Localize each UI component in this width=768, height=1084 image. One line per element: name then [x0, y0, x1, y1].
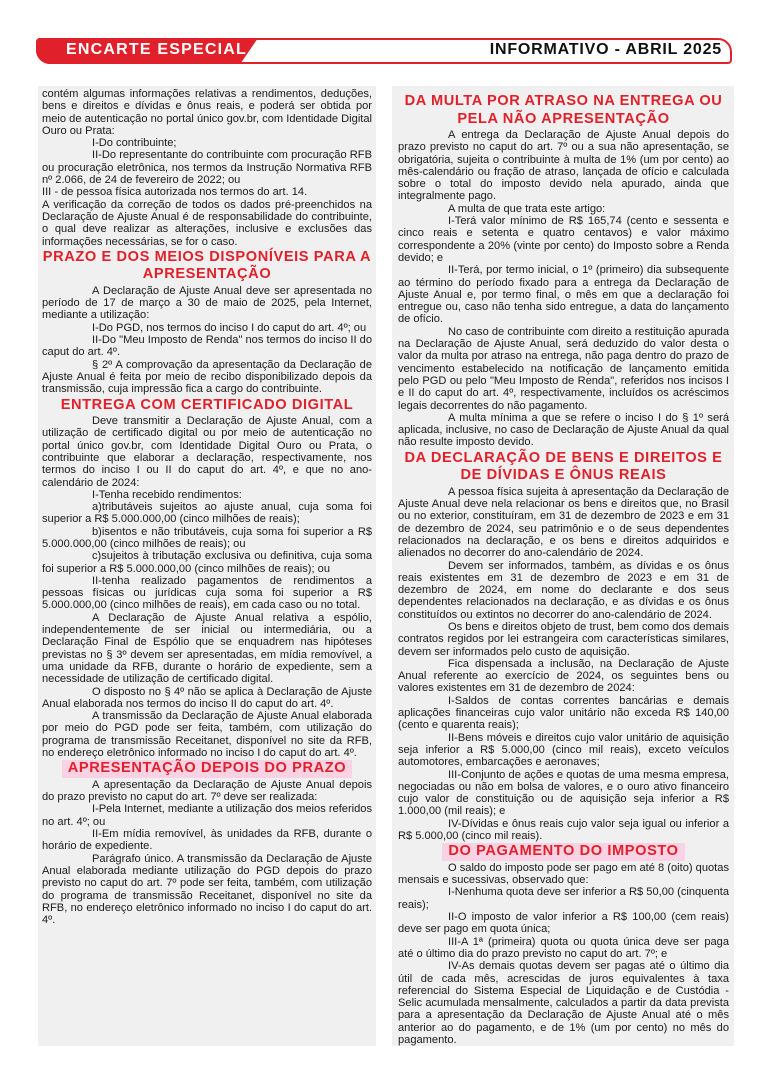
paragraph: I-Do PGD, nos termos do inciso I do caput do art. 4º; ou: [92, 321, 367, 334]
paragraph: A entrega da Declaração de Ajuste Anual depois do prazo previsto no caput do art. 7º ou a sua não apresentação, se obrigatória, sujeita o contribuinte à multa de 1% (um por cento) ao mês-calendário ou fração de atraso, lançada de ofício e calculada sobre o total do imposto devido nela apurado, ainda que integralmente pago.: [398, 129, 729, 203]
paragraph: I-Terá valor mínimo de R$ 165,74 (cento e sessenta e cinco reais e setenta e quatro centavos) e valor máximo correspondente a 20% (vinte por cento) do Imposto sobre a Renda devido; e: [398, 215, 729, 264]
paragraph: A multa de que trata este artigo:: [448, 202, 606, 215]
paragraph: Devem ser informados, também, as dívidas e os ônus reais existentes em 31 de dezembro de 2023 e em 31 de dezembro de 2024, em nome do declarante e dos seus dependentes relacionados na declaração, e as dívidas e os ônus constituídos ou extintos no decorrer do ano-calendário de 2024.: [398, 559, 729, 621]
paragraph: II-Bens móveis e direitos cujo valor unitário de aquisição seja inferior a R$ 5.000,00 (cinco mil reais), exceto veículos automotores, embarcações e aeronaves;: [398, 731, 729, 769]
paragraph: II-Terá, por termo inicial, o 1º (primeiro) dia subsequente ao término do período fixado para a entrega da Declaração de Ajuste Anual e, por termo final, o mês em que a declaração foi entregue ou, caso não tenha sido entregue, a data do lançamento de ofício.: [398, 264, 729, 326]
page-header: [36, 38, 732, 64]
paragraph: c)sujeitos à tributação exclusiva ou definitiva, cuja soma foi superior a R$ 5.000.000,00 (cinco milhões de reais); ou: [42, 550, 372, 575]
paragraph: A pessoa física sujeita à apresentação da Declaração de Ajuste Anual deve nela relacionar os bens e direitos que, no Brasil ou no exterior, constituíram, em 31 de dezembro de 2023 e em 31 de dezembro de 2024, seu patrimônio e o de seus dependentes relacionados na declaração, e os bens e direitos adquiridos e alienados no decorrer do ano-calendário de 2024.: [398, 485, 729, 560]
paragraph: A multa mínima a que se refere o inciso I do § 1º será aplicada, inclusive, no caso de Declaração de Ajuste Anual da qual não resulte imposto devido.: [398, 411, 729, 449]
section-heading-bens: DA DECLARAÇÃO DE BENS E DIREITOS E DE DÍVIDAS E ÔNUS REAIS: [404, 449, 723, 484]
paragraph: Parágrafo único. A transmissão da Declaração de Ajuste Anual elaborada mediante utilização do PGD depois do prazo previsto no caput do art. 7º pode ser feita, também, com utilização do programa de transmissão Receitanet, disponível no site da RFB, no endereço eletrônico informado no inciso I do caput do art. 4º.: [42, 852, 372, 927]
issue-title: INFORMATIVO - ABRIL 2025: [489, 41, 722, 58]
section-title: ENCARTE ESPECIAL: [66, 41, 247, 58]
paragraph: I-Saldos de contas correntes bancárias e demais aplicações financeiras cujo valor unitário não exceda R$ 140,00 (cento e quarenta reais);: [398, 694, 729, 732]
paragraph: III-Conjunto de ações e quotas de uma mesma empresa, negociadas ou não em bolsa de valores, e o ouro ativo financeiro cujo valor de constituição ou de aquisição seja inferior a R$ 1.000,00 (mil reais); e: [398, 768, 729, 818]
paragraph: II-O imposto de valor inferior a R$ 100,00 (cem reais) deve ser pago em quota única;: [398, 911, 729, 936]
paragraph: IV-Dívidas e ônus reais cujo valor seja igual ou inferior a R$ 5.000,00 (cinco mil reais).: [398, 817, 729, 843]
paragraph: A apresentação da Declaração de Ajuste Anual depois do prazo previsto no caput do art. 7º deve ser realizada:: [42, 778, 372, 804]
paragraph: III - de pessoa física autorizada nos termos do art. 14.: [42, 186, 308, 199]
paragraph: I-Nenhuma quota deve ser inferior a R$ 50,00 (cinquenta reais);: [398, 886, 729, 911]
paragraph: Deve transmitir a Declaração de Ajuste Anual, com a utilização de certificado digital ou por meio de autenticação no portal único gov.br, com Identidade Digital Ouro ou Prata, o contribuinte que elaborar a declaração, respectivamente, nos termos do inciso I ou II do caput do art. 4º, e que no ano-calendário de 2024:: [42, 415, 372, 489]
section-heading-prazo: PRAZO E DOS MEIOS DISPONÍVEIS PARA A APRESENTAÇÃO: [42, 248, 372, 283]
left-column: [38, 86, 376, 1046]
paragraph: A verificação da correção de todos os dados pré-preenchidos na Declaração de Ajuste Anual é de responsabilidade do contribuinte, o qual deve realizar as alterações, inclusive e exclusões das informações necessárias, se for o caso.: [42, 198, 372, 248]
paragraph: Fica dispensada a inclusão, na Declaração de Ajuste Anual referente ao exercício de 2024, os seguintes bens ou valores existentes em 31 de dezembro de 2024:: [398, 657, 729, 695]
paragraph: II-Em mídia removível, às unidades da RFB, durante o horário de expediente.: [42, 828, 372, 853]
paragraph: I-Do contribuinte;: [92, 137, 177, 150]
paragraph: II-Do representante do contribuinte com procuração RFB ou procuração eletrônica, nos termos da Instrução Normativa RFB nº 2.066, de 24 de fevereiro de 2022; ou: [42, 149, 372, 187]
paragraph: I-Pela Internet, mediante a utilização dos meios referidos no art. 4º; ou: [42, 803, 372, 828]
paragraph: I-Tenha recebido rendimentos:: [92, 488, 242, 501]
section-heading-certificado: ENTREGA COM CERTIFICADO DIGITAL: [60, 396, 354, 413]
section-heading-pagamento: DO PAGAMENTO DO IMPOSTO: [442, 843, 684, 861]
section-heading-apresentacao: APRESENTAÇÃO DEPOIS DO PRAZO: [62, 760, 352, 778]
paragraph: O saldo do imposto pode ser pago em até 8 (oito) quotas mensais e sucessivas, observado que:: [398, 861, 729, 887]
paragraph: No caso de contribuinte com direito a restituição apurada na Declaração de Ajuste Anual, será deduzido do valor desta o valor da multa por atraso na entrega, não paga dentro do prazo de vencimento estabelecido na notificação de lançamento emitida pelo PGD ou pelo "Meu Imposto de Renda", referidos nos incisos I e II do caput do art. 4º, respectivamente, incluídos os acréscimos legais decorrentes do não pagamento.: [398, 325, 729, 412]
paragraph: II-tenha realizado pagamentos de rendimentos a pessoas físicas ou jurídicas cuja soma foi superior a R$ 5.000.000,00 (cinco milhões de reais), em cada caso ou no total.: [42, 574, 372, 612]
paragraph: b)isentos e não tributáveis, cuja soma foi superior a R$ 5.000.000,00 (cinco milhões de reais); ou: [42, 525, 372, 550]
paragraph: A Declaração de Ajuste Anual deve ser apresentada no período de 17 de março a 30 de maio de 2025, pela Internet, mediante a utilização:: [42, 284, 372, 322]
paragraph: II-Do "Meu Imposto de Renda" nos termos do inciso II do caput do art. 4º.: [42, 334, 372, 359]
paragraph: Os bens e direitos objeto de trust, bem como dos demais contratos regidos por lei estrangeira com características similares, devem ser informados pelo custo de aquisição.: [398, 620, 729, 658]
section-heading-multa: DA MULTA POR ATRASO NA ENTREGA OU PELA NÃO APRESENTAÇÃO: [404, 93, 723, 127]
paragraph: A transmissão da Declaração de Ajuste Anual elaborada por meio do PGD pode ser feita, também, com utilização do programa de transmissão Receitanet, disponível no site da RFB, no endereço eletrônico informado no inciso I do caput do art. 4º.: [42, 710, 372, 760]
paragraph: § 2º A comprovação da apresentação da Declaração de Ajuste Anual é feita por meio de recibo disponibilizado depois da transmissão, cuja impressão fica a cargo do contribuinte.: [42, 358, 372, 396]
paragraph: O disposto no § 4º não se aplica à Declaração de Ajuste Anual elaborada nos termos do inciso II do caput do art. 4º.: [42, 685, 372, 710]
paragraph: III-A 1ª (primeira) quota ou quota única deve ser paga até o último dia do prazo previsto no caput do art. 7º; e: [398, 935, 729, 960]
paragraph: A Declaração de Ajuste Anual relativa a espólio, independentemente de ser inicial ou intermediária, ou a Declaração Final de Espólio que se enquadrem nas hipóteses previstas no § 3º devem ser apresentadas, em mídia removível, a uma unidade da RFB, durante o horário de expediente, sem a necessidade de utilização de certificado digital.: [42, 611, 372, 686]
paragraph: contém algumas informações relativas a rendimentos, deduções, bens e direitos e dívidas e ônus reais, e poderá ser obtida por meio de autenticação no portal único gov.br, com Identidade Digital Ouro ou Prata:: [42, 88, 372, 137]
paragraph: IV-As demais quotas devem ser pagas até o último dia útil de cada mês, acrescidas de juros equivalentes à taxa referencial do Sistema Especial de Liquidação e de Custódia - Selic acumulada mensalmente, calculados a partir da data prevista para a apresentação da Declaração de Ajuste Anual até o mês anterior ao do pagamento, e de 1% (um por cento) no mês do pagamento.: [398, 960, 729, 1046]
right-column: [392, 86, 734, 1046]
paragraph: a)tributáveis sujeitos ao ajuste anual, cuja soma foi superior a R$ 5.000.000,00 (cinco milhões de reais);: [42, 501, 372, 526]
